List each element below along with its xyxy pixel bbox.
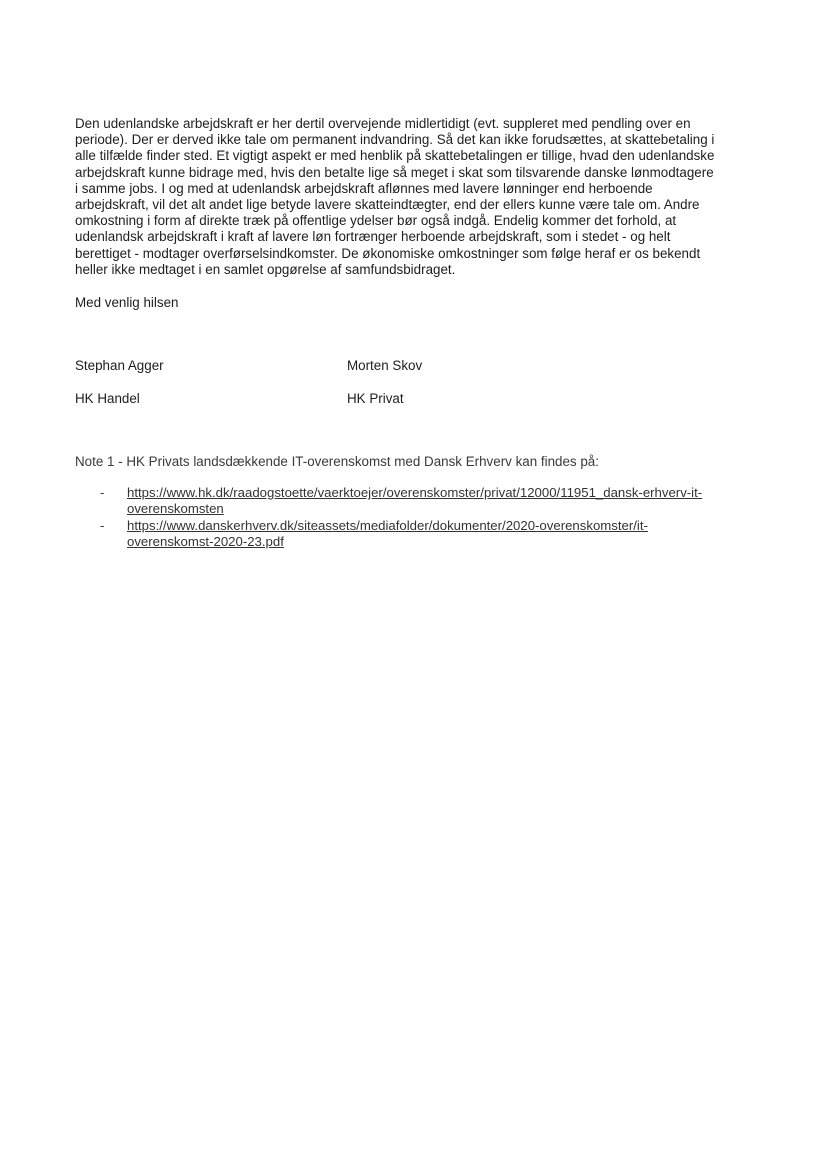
bullet-dash: - bbox=[100, 485, 105, 500]
paragraph-line: heller ikke medtaget i en samlet opgørelse af samfundsbidraget. bbox=[75, 261, 456, 277]
paragraph-line: Den udenlandske arbejdskraft er her dertil overvejende midlertidigt (evt. suppleret med pendling over en bbox=[75, 116, 691, 131]
signature-org-left: HK Handel bbox=[75, 391, 140, 406]
paragraph-line: omkostning i form af direkte træk på offentlige ydelser bør også indgå. Endelig kommer det forhold, at bbox=[75, 213, 677, 229]
list-item bbox=[100, 485, 760, 516]
link-line: https://www.danskerhverv.dk/siteassets/mediafolder/dokumenter/2020-overenskomster/it- bbox=[127, 518, 648, 534]
link-line: overenskomst-2020-23.pdf bbox=[127, 533, 284, 549]
signature-name-left: Stephan Agger bbox=[75, 358, 164, 373]
paragraph-line: arbejdskraft kunne bidrage med, hvis den betalte lige så meget i skat som tilsvarende danske lønmodtagere bbox=[75, 164, 714, 180]
paragraph-line: alle tilfælde finder sted. Et vigtigt aspekt er med henblik på skattebetalingen er tillige, hvad den udenlandske bbox=[75, 148, 715, 164]
footnote-text: Note 1 - HK Privats landsdækkende IT-overenskomst med Dansk Erhverv kan findes på: bbox=[75, 454, 599, 469]
paragraph-line: arbejdskraft, vil det alt andet lige betyde lavere skatteindtægter, end der ellers kunne være tale om. Andre bbox=[75, 197, 700, 213]
body-paragraph bbox=[75, 116, 747, 278]
paragraph-line: periode). Der er derved ikke tale om permanent indvandring. Så det kan ikke forudsættes, at skattebetaling i bbox=[75, 132, 715, 148]
link-line: https://www.hk.dk/raadogstoette/vaerktoejer/overenskomster/privat/12000/11951_dansk-erhverv-it- bbox=[127, 485, 703, 500]
footnote-link-list bbox=[100, 485, 760, 551]
link-line: overenskomsten bbox=[127, 500, 224, 516]
signature-name-right: Morten Skov bbox=[347, 358, 423, 373]
dansk-erhverv-agreement-link[interactable] bbox=[127, 518, 760, 549]
signature-org-right: HK Privat bbox=[347, 391, 404, 406]
paragraph-line: berettiget - modtager overførselsindkomster. De økonomiske omkostninger som følge heraf er os bekendt bbox=[75, 245, 701, 261]
paragraph-line: i samme jobs. I og med at udenlandsk arbejdskraft aflønnes med lavere lønninger end herboende bbox=[75, 180, 653, 196]
paragraph-line: udenlandsk arbejdskraft i kraft af lavere løn fortrænger herboende arbejdskraft, som i stedet - og helt bbox=[75, 229, 671, 245]
closing-greeting: Med venlig hilsen bbox=[75, 295, 179, 310]
bullet-dash: - bbox=[100, 518, 105, 534]
hk-agreement-link[interactable] bbox=[127, 485, 760, 516]
list-item bbox=[100, 518, 760, 549]
